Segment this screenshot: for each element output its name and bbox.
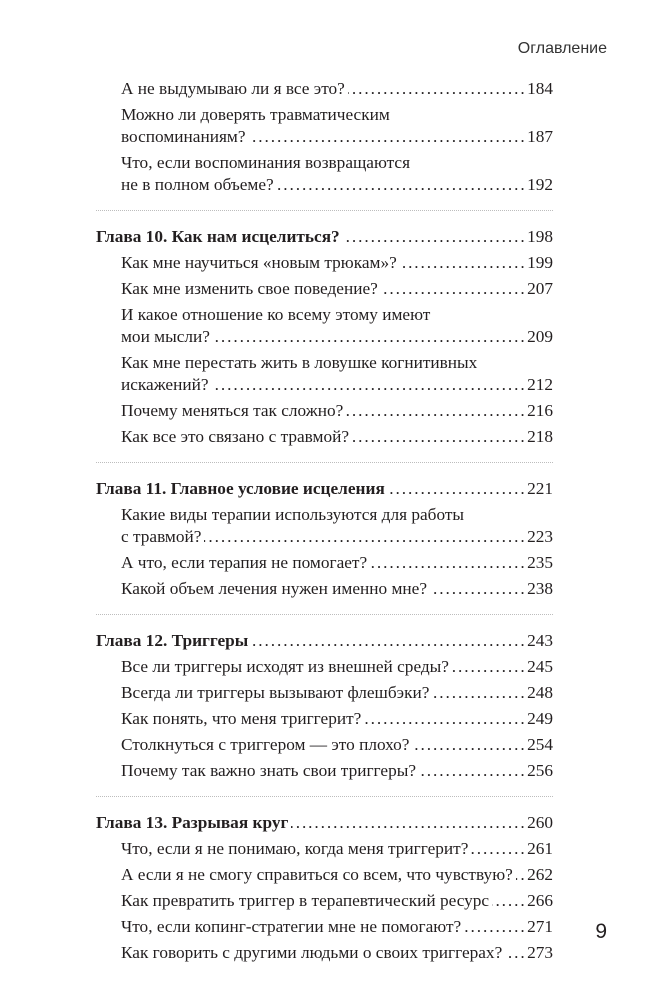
toc-page-number: 184	[524, 78, 553, 100]
toc-entry-text: Почему меняться так сложно?	[121, 401, 346, 420]
toc-page-number: 238	[524, 578, 553, 600]
toc-page-number: 254	[524, 734, 553, 756]
toc-page-number: 235	[524, 552, 553, 574]
toc-item[interactable]	[121, 682, 553, 704]
toc-entry-text: воспоминаниям?	[121, 127, 249, 146]
toc-entry-text: Какой объем лечения нужен именно мне?	[121, 579, 430, 598]
toc-entry-text: Столкнуться с триггером — это плохо?	[121, 735, 412, 754]
toc-item[interactable]	[121, 916, 553, 938]
toc-chapter[interactable]	[96, 812, 553, 834]
toc-page-number: 243	[524, 630, 553, 652]
toc-item[interactable]	[121, 104, 553, 148]
toc-entry-text: Как говорить с другими людьми о своих триггерах?	[121, 943, 505, 962]
toc-page-number: 260	[524, 812, 553, 834]
toc-entry-text: Глава 10. Как нам исцелиться?	[96, 227, 343, 246]
toc-item[interactable]	[121, 278, 553, 300]
toc-entry-text: Глава 12. Триггеры	[96, 631, 251, 650]
toc-entry-text: Что, если я не понимаю, когда меня триггерит?	[121, 839, 471, 858]
toc-item[interactable]	[121, 890, 553, 912]
toc-page-number: 266	[524, 890, 553, 912]
toc-item[interactable]	[121, 304, 553, 348]
toc-item[interactable]	[121, 400, 553, 422]
toc-entry-text: не в полном объеме?	[121, 175, 277, 194]
toc-entry-text: Как мне перестать жить в ловушке когнитивных	[121, 353, 478, 372]
toc-page-number: 256	[524, 760, 553, 782]
toc-page-number: 187	[524, 126, 553, 148]
toc-page-number: 223	[524, 526, 553, 548]
toc-page-number: 249	[524, 708, 553, 730]
toc-entry-text: с травмой?	[121, 527, 204, 546]
toc-page-number: 218	[524, 426, 553, 448]
toc-page-number: 199	[524, 252, 553, 274]
toc-chapter[interactable]	[96, 226, 553, 248]
toc-entry-text: Глава 11. Главное условие исцеления	[96, 479, 388, 498]
toc-entry-text: Как мне научиться «новым трюкам»?	[121, 253, 400, 272]
toc-item[interactable]	[121, 864, 553, 886]
toc-item[interactable]	[121, 352, 553, 396]
toc-entry-text: искажений?	[121, 375, 212, 394]
toc-entry-text: Всегда ли триггеры вызывают флешбэки?	[121, 683, 432, 702]
toc-page-number: 273	[524, 942, 553, 964]
chapter-divider	[96, 462, 553, 463]
toc-entry-text: Глава 13. Разрывая круг	[96, 813, 291, 832]
toc-entry-text: Как все это связано с травмой?	[121, 427, 352, 446]
toc-chapter[interactable]	[96, 630, 553, 652]
toc-entry-text: Что, если воспоминания возвращаются	[121, 153, 411, 172]
toc-item[interactable]	[121, 504, 553, 548]
toc-page-number: 216	[524, 400, 553, 422]
toc-item[interactable]	[121, 838, 553, 860]
chapter-divider	[96, 210, 553, 211]
toc-item[interactable]	[121, 760, 553, 782]
toc-page-number: 271	[524, 916, 553, 938]
toc-page-number: 262	[524, 864, 553, 886]
toc-page-number: 248	[524, 682, 553, 704]
chapter-divider	[96, 796, 553, 797]
toc-item[interactable]	[121, 578, 553, 600]
toc-item[interactable]	[121, 252, 553, 274]
page-number: 9	[595, 920, 607, 943]
toc-page-number: 245	[524, 656, 553, 678]
toc-entry-text: Как превратить триггер в терапевтический ресурс	[121, 891, 492, 910]
toc-entry-text: Какие виды терапии используются для работы	[121, 505, 465, 524]
toc-item[interactable]	[121, 426, 553, 448]
toc-page-number: 212	[524, 374, 553, 396]
toc-entry-text: Что, если копинг-стратегии мне не помогают?	[121, 917, 464, 936]
table-of-contents	[96, 78, 553, 964]
toc-entry-text: А не выдумываю ли я все это?	[121, 79, 348, 98]
running-header: Оглавление	[517, 40, 607, 57]
toc-item[interactable]	[121, 708, 553, 730]
toc-entry-text: А что, если терапия не помогает?	[121, 553, 370, 572]
toc-entry-text: мои мысли?	[121, 327, 213, 346]
toc-item[interactable]	[121, 942, 553, 964]
toc-item[interactable]	[121, 734, 553, 756]
toc-page-number: 207	[524, 278, 553, 300]
toc-entry-text: Как мне изменить свое поведение?	[121, 279, 381, 298]
toc-page-number: 198	[524, 226, 553, 248]
toc-entry-text: Почему так важно знать свои триггеры?	[121, 761, 419, 780]
toc-entry-text: Все ли триггеры исходят из внешней среды?	[121, 657, 452, 676]
chapter-divider	[96, 614, 553, 615]
toc-page-number: 261	[524, 838, 553, 860]
toc-entry-text: Как понять, что меня триггерит?	[121, 709, 364, 728]
toc-entry-text: Можно ли доверять травматическим	[121, 105, 390, 124]
toc-item[interactable]	[121, 78, 553, 100]
toc-chapter[interactable]	[96, 478, 553, 500]
toc-entry-text: А если я не смогу справиться со всем, что чувствую?	[121, 865, 516, 884]
toc-entry-text: И какое отношение ко всему этому имеют	[121, 305, 431, 324]
toc-page-number: 209	[524, 326, 553, 348]
toc-item[interactable]	[121, 152, 553, 196]
toc-item[interactable]	[121, 552, 553, 574]
toc-item[interactable]	[121, 656, 553, 678]
toc-page-number: 221	[524, 478, 553, 500]
toc-page-number: 192	[524, 174, 553, 196]
